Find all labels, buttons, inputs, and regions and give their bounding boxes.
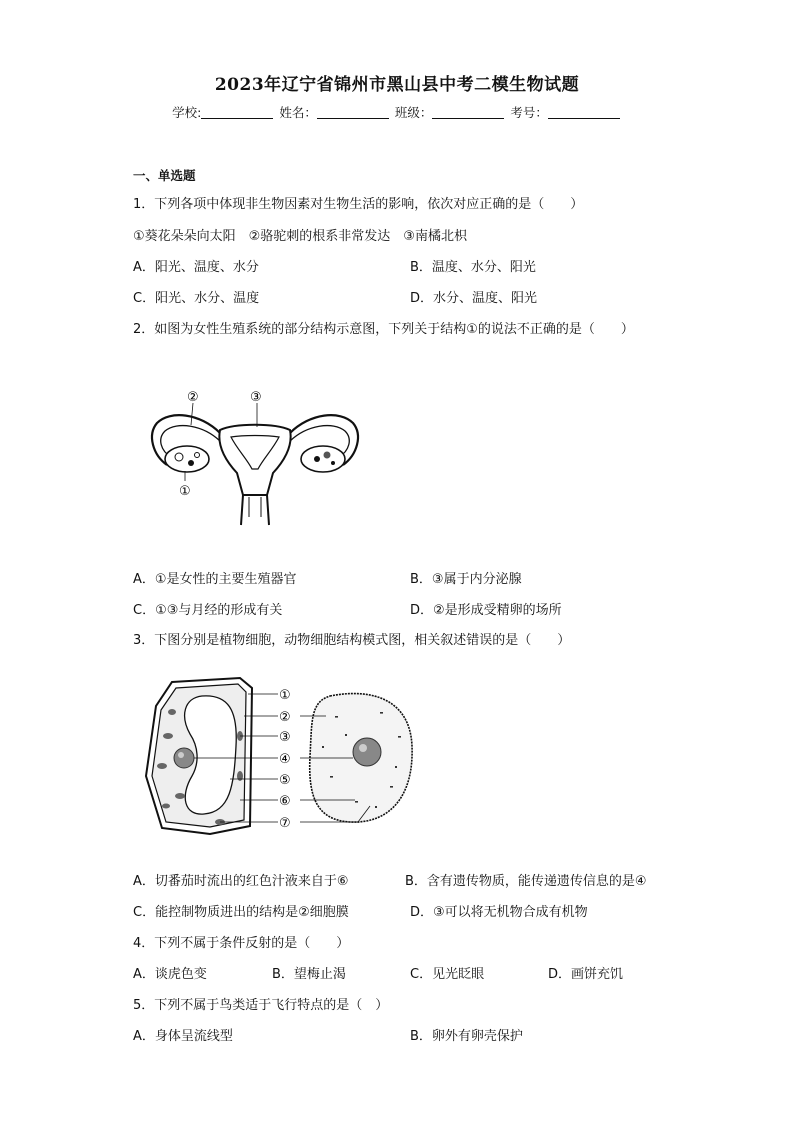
- q2-label-1: ①: [179, 484, 191, 499]
- q5-option-b[interactable]: B．卵外有卵壳保护: [410, 1029, 523, 1044]
- section-heading: 一、单选题: [133, 168, 196, 183]
- exam-title: 2023年辽宁省锦州市黑山县中考二模生物试题: [214, 75, 580, 95]
- class-blank[interactable]: [432, 106, 504, 119]
- q4-option-a[interactable]: A．谈虎色变: [133, 967, 207, 982]
- female-reproductive-diagram: [145, 385, 365, 530]
- q3-stem: 3．下图分别是植物细胞，动物细胞结构模式图，相关叙述错误的是（ ）: [133, 633, 571, 648]
- school-label: 学校:: [172, 105, 202, 120]
- q4-option-d[interactable]: D．画饼充饥: [548, 967, 624, 982]
- q5-stem: 5．下列不属于鸟类适于飞行特点的是（ ）: [133, 998, 389, 1013]
- student-info-line: [0, 103, 794, 121]
- q2-option-a[interactable]: A．①是女性的主要生殖器官: [133, 572, 297, 587]
- q4-stem: 4．下列不属于条件反射的是（ ）: [133, 936, 350, 951]
- q3-option-c[interactable]: C．能控制物质进出的结构是②细胞膜: [133, 905, 349, 920]
- q4-option-b[interactable]: B．望梅止渴: [272, 967, 346, 982]
- q3-label-6: ⑥: [279, 794, 291, 809]
- q1-option-c[interactable]: C．阳光、水分、温度: [133, 291, 260, 306]
- q1-option-d[interactable]: D．水分、温度、阳光: [410, 291, 538, 306]
- q2-stem: 2．如图为女性生殖系统的部分结构示意图，下列关于结构①的说法不正确的是（ ）: [133, 322, 634, 337]
- q1-items: ①葵花朵朵向太阳 ②骆驼刺的根系非常发达 ③南橘北枳: [133, 229, 467, 244]
- cell-structure-diagram: [140, 676, 420, 836]
- q3-label-4: ④: [279, 752, 291, 767]
- q3-option-d[interactable]: D．③可以将无机物合成有机物: [410, 905, 588, 920]
- q5-option-a[interactable]: A．身体呈流线型: [133, 1029, 233, 1044]
- q1-option-b[interactable]: B．温度、水分、阳光: [410, 260, 536, 275]
- q1-stem: 1．下列各项中体现非生物因素对生物生活的影响，依次对应正确的是（ ）: [133, 197, 584, 212]
- q2-label-2: ②: [187, 390, 199, 405]
- q2-option-b[interactable]: B．③属于内分泌腺: [410, 572, 522, 587]
- name-blank[interactable]: [317, 106, 389, 119]
- q4-option-c[interactable]: C．见光眨眼: [410, 967, 485, 982]
- name-label: 姓名：: [279, 105, 317, 120]
- q2-option-d[interactable]: D．②是形成受精卵的场所: [410, 603, 562, 618]
- class-label: 班级：: [394, 105, 433, 120]
- exam-no-label: 考号：: [510, 105, 548, 120]
- exam-no-blank[interactable]: [548, 106, 620, 119]
- q1-option-a[interactable]: A．阳光、温度、水分: [133, 260, 259, 275]
- q3-label-3: ③: [279, 730, 291, 745]
- q3-option-b[interactable]: B．含有遗传物质，能传递遗传信息的是④: [405, 874, 647, 889]
- q2-label-3: ③: [250, 390, 262, 405]
- q3-label-1: ①: [279, 688, 291, 703]
- school-blank[interactable]: [201, 106, 273, 119]
- q2-option-c[interactable]: C．①③与月经的形成有关: [133, 603, 283, 618]
- q3-label-5: ⑤: [279, 773, 291, 788]
- q3-label-2: ②: [279, 710, 291, 725]
- q3-label-7: ⑦: [279, 816, 291, 831]
- q3-option-a[interactable]: A．切番茄时流出的红色汁液来自于⑥: [133, 874, 349, 889]
